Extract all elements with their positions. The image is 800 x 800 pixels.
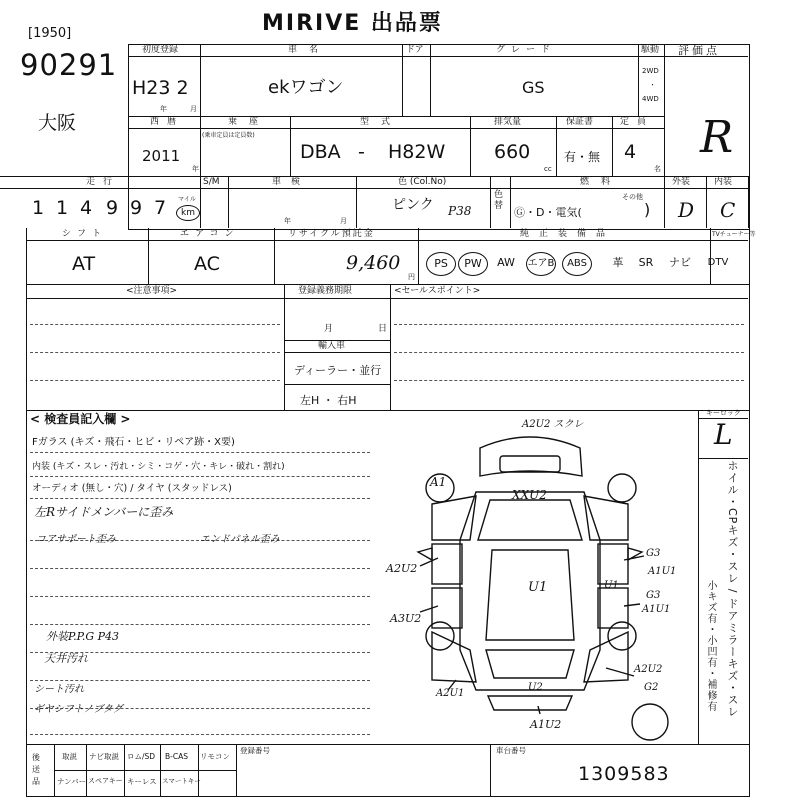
label-reg-number: 登録番号 — [240, 746, 270, 755]
label-drive: 駆動 — [641, 45, 660, 55]
label-sales-point: <セールスポイント> — [394, 286, 481, 296]
label-displacement: 排気量 — [494, 117, 522, 127]
label-name: 車名 — [288, 45, 331, 55]
recycle-yen: 円 — [408, 273, 415, 281]
warranty-value: 有・無 — [564, 150, 601, 164]
car-name-value: ekワゴン — [268, 77, 344, 98]
label-exterior: 外装 — [672, 177, 691, 187]
label-reg-expiry: 登録義務期限 — [298, 286, 353, 296]
equipment-dtv-8: DTV — [707, 257, 729, 268]
capacity-value: 4 — [624, 141, 637, 163]
mileage-digit-2: 1 — [56, 197, 69, 219]
label-plate: ナンバー — [57, 777, 87, 786]
lot-year: [1950] — [28, 26, 72, 41]
equipment--5: 革 — [612, 256, 624, 269]
keylock-value: L — [714, 418, 733, 451]
fuel-value: Ⓖ・D・電気( — [514, 206, 582, 219]
grade-value: GS — [522, 78, 545, 97]
reg-month-mark: 月 — [190, 105, 197, 113]
equipment--7: ナビ — [669, 256, 691, 269]
venue: 大阪 — [38, 112, 77, 134]
fuel-close: ) — [644, 200, 651, 219]
mileage-unit-mile: マイル — [178, 196, 196, 203]
mark-front-bumper: A2U2 スクレ — [522, 419, 584, 430]
mileage-digit-6: 7 — [154, 197, 167, 219]
label-bcas: B-CAS — [165, 752, 188, 761]
lot-number: 90291 — [20, 48, 118, 82]
mark-right-side: U1 — [604, 580, 619, 591]
mark-rear-bumper: A1U2 — [530, 718, 562, 731]
mark-hood: XXU2 — [512, 488, 547, 502]
model-dash: - — [358, 141, 365, 163]
note-paint: 外装P.P.G P43 — [46, 630, 120, 643]
rating-value: R — [700, 112, 734, 163]
reg-value: H23 2 — [132, 77, 189, 99]
inspection-line-interior: 内装 (キズ・スレ・汚れ・シミ・コゲ・穴・キレ・破れ・割れ) — [32, 462, 285, 472]
color-side-label: 色替 — [494, 190, 504, 211]
reg-expiry-day: 日 — [378, 324, 388, 334]
label-later-items: 後送品 — [32, 753, 40, 786]
side-legend-vertical: ホイル・CPキズ・スレ / ドアミラーキズ・スレ — [726, 460, 739, 719]
mileage-unit-km: km — [176, 205, 200, 221]
label-model: 型式 — [360, 117, 403, 127]
interior-value: C — [720, 198, 736, 222]
label-smart-key: スマートキー — [162, 777, 201, 785]
label-capacity: 定員 — [620, 117, 655, 127]
displacement-value: 660 — [494, 141, 531, 163]
label-equipment: 純正装備品 — [520, 229, 616, 239]
exterior-value: D — [678, 198, 695, 222]
mark-right-quarter-g2: G2 — [644, 682, 659, 693]
label-seats: 乗座 — [228, 117, 271, 127]
mark-front-left: A1 — [430, 475, 447, 489]
drive-dot: ・ — [649, 81, 656, 89]
label-meter: S/M — [203, 177, 220, 187]
keylock-label: キーロック — [706, 409, 741, 417]
equipment-pw: PW — [458, 252, 488, 276]
reg-expiry-month: 月 — [324, 324, 334, 334]
mark-left-rear: A2U1 — [436, 688, 465, 699]
note-member-dent: 左Rサイドメンバーに歪み — [34, 505, 174, 519]
shift-value: AT — [72, 253, 96, 275]
mileage-digit-5: 9 — [130, 197, 143, 219]
equipment-abs: ABS — [562, 252, 592, 276]
sheet-title: MIRIVE 出品票 — [262, 11, 443, 36]
label-rating: 評価点 — [678, 44, 720, 57]
label-import: 輸入車 — [318, 341, 346, 351]
equipment-ps: PS — [426, 252, 456, 276]
label-interior: 内装 — [714, 177, 733, 187]
inspection-line-glass: Fガラス (キズ・飛石・ヒビ・リペア跡・X要) — [32, 437, 235, 448]
drive-4wd: 4WD — [642, 95, 659, 103]
inspection-title: < 検査員記入欄 > — [30, 412, 131, 426]
aircon-value: AC — [194, 253, 220, 275]
mileage-digit-3: 4 — [80, 197, 93, 219]
label-warranty: 保証書 — [566, 117, 594, 127]
note-core-support: コアサポート歪み — [36, 534, 116, 545]
label-aircon: エアコン — [180, 229, 240, 239]
side-legend-small: 小キズ有・小凹有・補修有 — [705, 580, 716, 712]
label-recycle: リサイクル預託金 — [288, 229, 375, 239]
label-grade: グレード — [496, 45, 557, 55]
mark-right-front-a1u1: A1U1 — [648, 566, 677, 577]
equipment-b: エアB — [526, 252, 556, 276]
recycle-value: 9,460 — [346, 252, 401, 274]
displacement-unit: cc — [544, 165, 552, 173]
label-navi-manual: ナビ取説 — [89, 752, 119, 761]
mileage-digit-4: 9 — [106, 197, 119, 219]
era-value: 2011 — [142, 147, 181, 165]
reg-year-mark: 年 — [160, 105, 167, 113]
mark-roof: U1 — [528, 580, 548, 595]
inspection-month-mark: 月 — [340, 217, 347, 225]
color-value: ピンク — [392, 197, 434, 213]
mark-left-front-door: A2U2 — [386, 562, 418, 575]
mark-right-quarter: A2U2 — [634, 664, 663, 675]
note-ceiling: 天井汚れ — [44, 652, 88, 665]
label-keyless: キーレス — [127, 777, 157, 786]
note-end-panel: エンドパネル歪み — [200, 534, 280, 545]
label-mileage: 走行 — [86, 177, 121, 187]
label-shift: シフト — [62, 229, 108, 239]
era-year-mark: 年 — [192, 165, 199, 173]
label-rom-sd: ロム/SD — [127, 752, 156, 761]
label-fuel: 燃料 — [580, 177, 623, 187]
capacity-mark: 名 — [654, 165, 661, 173]
inspection-line-audio: オーディオ (無し・穴) / タイヤ (スタッドレス) — [32, 483, 232, 494]
mark-rear-panel: U2 — [528, 682, 543, 693]
label-color: 色 (Col.No) — [398, 177, 447, 187]
label-door: ドア — [406, 45, 424, 55]
note-shift-knob: ギヤシフトノブタグ — [34, 704, 123, 715]
label-reg: 初度登録 — [142, 45, 179, 55]
model-value: H82W — [388, 141, 446, 163]
label-manual: 取説 — [62, 752, 77, 761]
label-remote: リモコン — [200, 752, 230, 761]
mark-right-rear-a1u1: A1U1 — [642, 604, 671, 615]
fuel-other: その他 — [622, 193, 643, 201]
label-tuner: TVチューナー等 — [712, 231, 756, 238]
label-chassis: 車台番号 — [496, 746, 526, 755]
handle-value: 左H ・ 右H — [300, 394, 357, 407]
equipment-aw: AW — [497, 256, 515, 269]
dealer-value: ディーラー・並行 — [294, 364, 382, 377]
model-prefix: DBA — [300, 141, 341, 163]
equipment-sr-6: SR — [638, 256, 654, 269]
label-notes: <注意事項> — [126, 286, 178, 296]
mileage-digit-1: 1 — [32, 197, 45, 219]
mark-left-rear-door: A3U2 — [390, 612, 422, 625]
label-spare-key: スペアキー — [88, 777, 123, 785]
mark-right-front-g3: G3 — [646, 548, 661, 559]
label-seats-sub: (乗車定員は定員数) — [202, 132, 255, 139]
drive-2wd: 2WD — [642, 67, 659, 75]
chassis-value: 1309583 — [578, 763, 670, 785]
inspection-year-mark: 年 — [284, 217, 291, 225]
label-era: 西暦 — [150, 117, 185, 127]
color-code: P38 — [448, 204, 472, 218]
label-inspection: 車検 — [272, 177, 311, 187]
mark-right-rear-g3: G3 — [646, 590, 661, 601]
note-seat: シート汚れ — [34, 684, 84, 695]
